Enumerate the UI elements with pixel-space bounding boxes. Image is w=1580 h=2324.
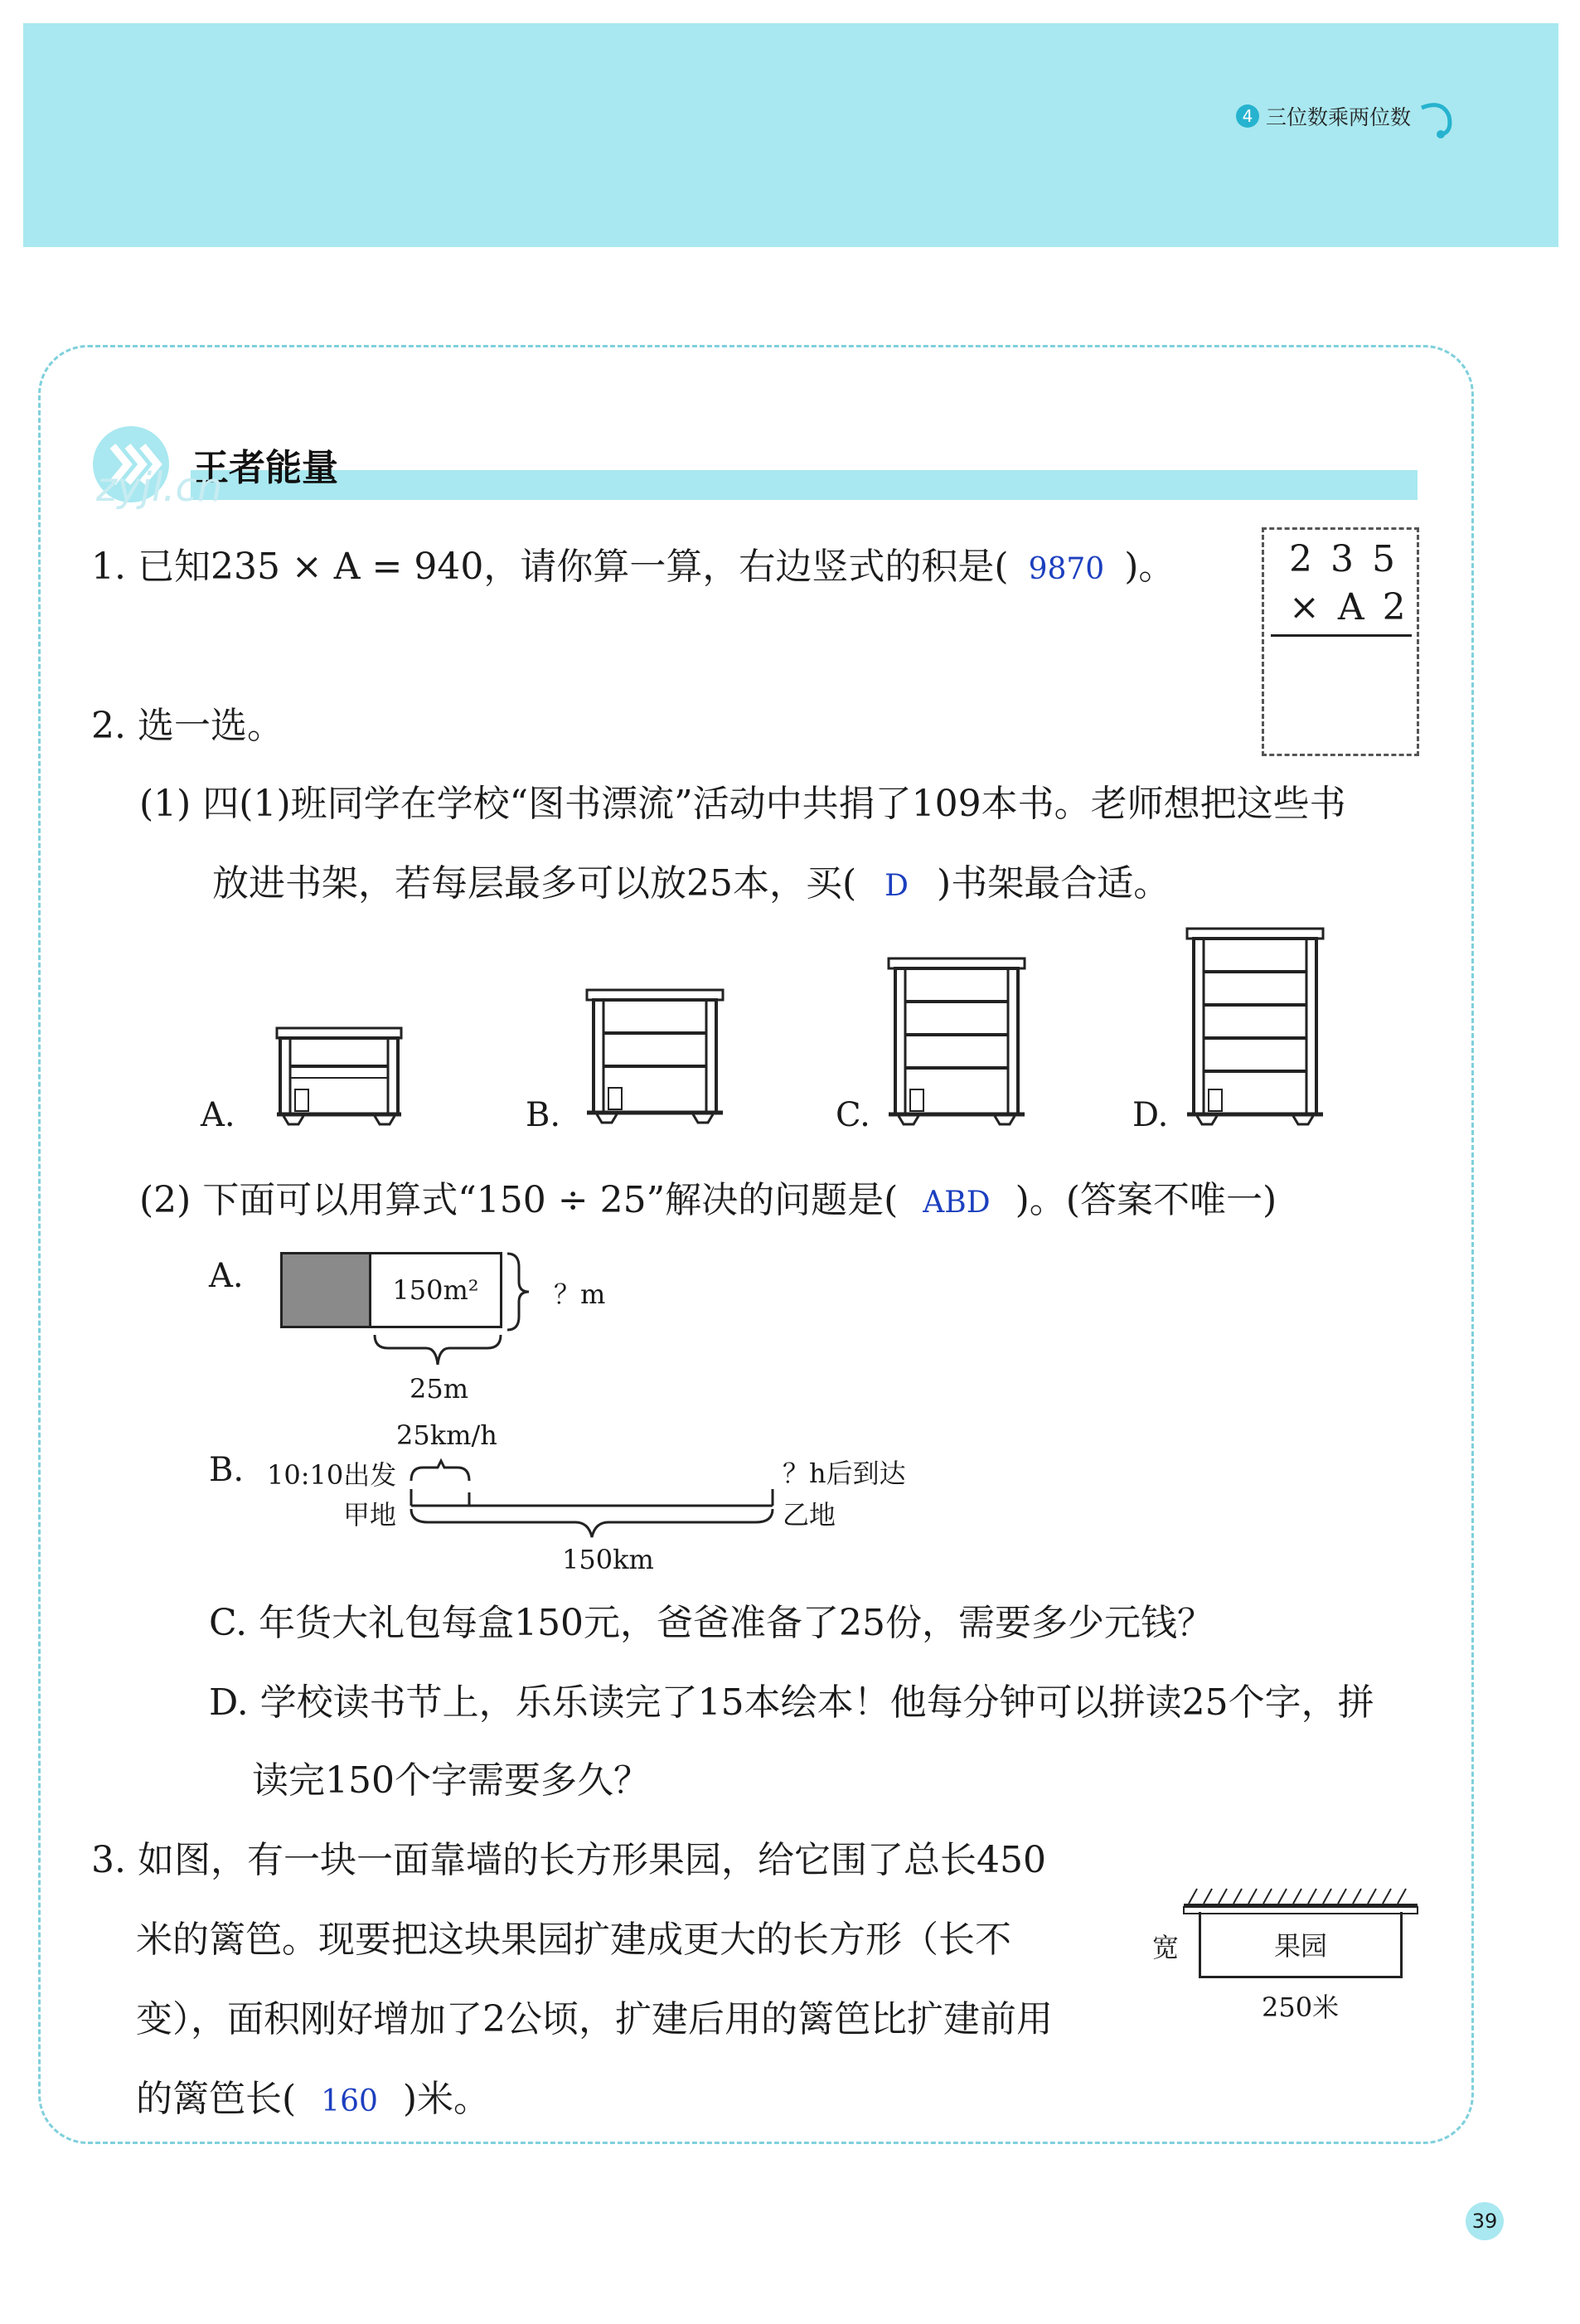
q2-p1-answer: D (885, 869, 909, 903)
optA-right-brace (504, 1250, 537, 1333)
q2-p1-line2 (212, 859, 1170, 911)
vertical-row2: × A 2 (1289, 586, 1409, 628)
q2-p2-stem-end: )。(答案不唯一) (1015, 1179, 1277, 1221)
q3-answer: 160 (321, 2084, 378, 2118)
q3-line2: 米的篱笆。现要把这块果园扩建成更大的长方形（长不 (136, 1919, 1011, 1961)
q3-line1: 3. 如图，有一块一面靠墙的长方形果园，给它围了总长450 (91, 1839, 1046, 1881)
optB-distance: 150km (562, 1544, 654, 1575)
q2-p1-stem: 放进书架，若每层最多可以放25本，买( (212, 862, 857, 905)
shelf-a-label: A. (201, 1096, 235, 1134)
watermark: zyjl.cn (96, 464, 223, 511)
chapter-number: 4 (1236, 104, 1259, 128)
optD-line2: 读完150个字需要多久？ (252, 1759, 650, 1802)
q2-p2-answer: ABD (923, 1186, 991, 1220)
hook-icon (1418, 91, 1459, 141)
optA-shaded (283, 1254, 371, 1326)
section-title-bar (191, 470, 1418, 500)
optD-line1: D. 学校读书节上，乐乐读完了15本绘本！他每分钟可以拼读25个字，拼 (209, 1681, 1374, 1724)
optB-start-time: 10:10出发 (267, 1459, 397, 1491)
q1-stem-end: )。 (1124, 546, 1175, 588)
section-title: 王者能量 (192, 447, 338, 489)
wall-hatching (1180, 1874, 1421, 1915)
q1-text (91, 542, 1175, 594)
page-number: 39 (1466, 2202, 1504, 2240)
optB-label: B. (209, 1451, 245, 1489)
shelf-b-label: B. (526, 1096, 561, 1134)
q2-p1-stem-end: )书架最合适。 (937, 862, 1170, 905)
orchard-width-label: 宽 (1152, 1932, 1180, 1963)
shelf-d (1180, 924, 1330, 1131)
orchard-rect: 果园 (1199, 1912, 1403, 1978)
orchard-length-label: 250米 (1262, 1992, 1340, 2023)
optB-arrive: ？h后到达 (783, 1458, 906, 1489)
optA-bottom-brace (371, 1332, 504, 1370)
q3-stem: 的篱笆长( (136, 2078, 297, 2120)
optA-area: 150m² (392, 1274, 479, 1306)
header-band (23, 23, 1558, 247)
shelf-c (882, 953, 1031, 1128)
q3-line3: 变），面积刚好增加了2公顷，扩建后用的篱笆比扩建前用 (136, 1998, 1053, 2040)
q2-title: 2. 选一选。 (91, 705, 284, 747)
chapter-title: 三位数乘两位数 (1265, 105, 1411, 129)
optB-from: 甲地 (343, 1499, 397, 1531)
optA-bottom: 25m (410, 1373, 469, 1405)
shelf-b (580, 985, 729, 1126)
optA-side: ？m (554, 1278, 606, 1310)
wave-edge (23, 214, 1558, 264)
q2-p2-line (139, 1176, 1277, 1228)
vertical-rule (1271, 634, 1412, 637)
optA-label: A. (209, 1257, 244, 1295)
optA-rectangle (280, 1252, 502, 1328)
shelf-d-label: D. (1132, 1096, 1169, 1134)
q2-p1-line1: (1) 四(1)班同学在学校“图书漂流”活动中共捐了109本书。老师想把这些书 (139, 783, 1346, 825)
q1-stem: 1. 已知235 × A = 940，请你算一算，右边竖式的积是( (91, 546, 1009, 588)
optB-speed: 25km/h (396, 1419, 497, 1451)
q3-line4 (136, 2074, 490, 2127)
q3-stem-end: )米。 (402, 2078, 491, 2120)
q2-p2-stem: (2) 下面可以用算式“150 ÷ 25”解决的问题是( (139, 1179, 899, 1221)
shelf-c-label: C. (836, 1096, 870, 1134)
chapter-header (1236, 91, 1459, 141)
vertical-row1: 2 3 5 (1289, 538, 1398, 580)
shelf-a (265, 1020, 414, 1128)
optB-to: 乙地 (783, 1499, 836, 1531)
q1-answer: 9870 (1028, 552, 1105, 586)
optC-text: C. 年货大礼包每盒150元，爸爸准备了25份，需要多少元钱？ (209, 1602, 1214, 1644)
vertical-calc-box (1262, 527, 1419, 756)
